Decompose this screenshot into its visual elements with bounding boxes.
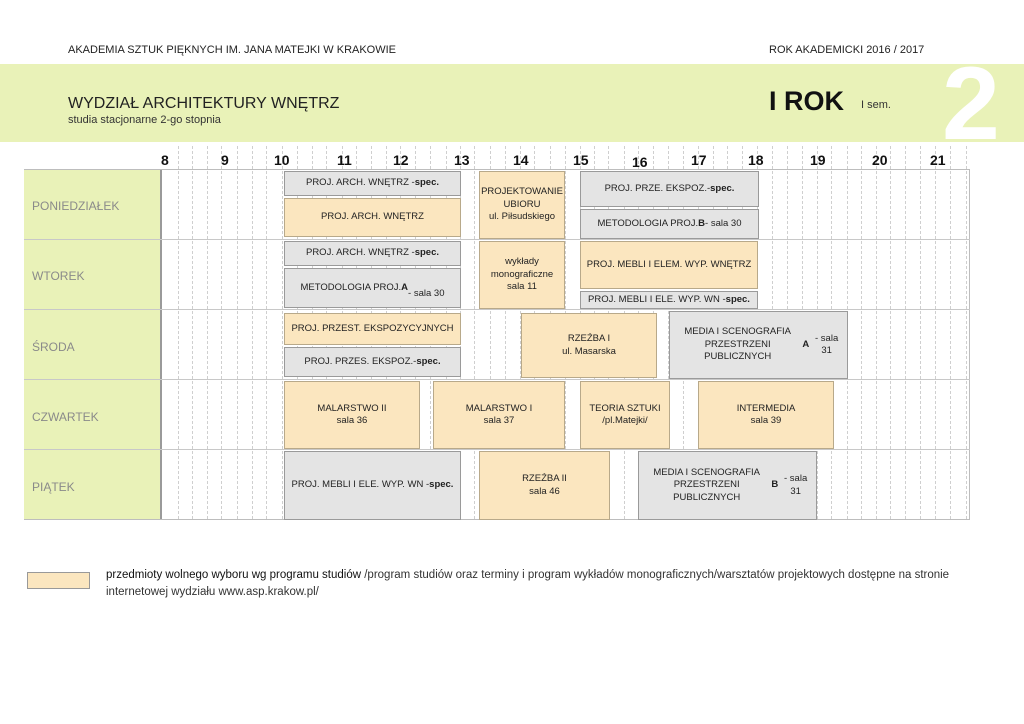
class-block: PROJ. ARCH. WNĘTRZ - spec. bbox=[284, 171, 461, 196]
hour-label: 12 bbox=[393, 152, 409, 168]
study-mode: studia stacjonarne 2-go stopnia bbox=[68, 114, 221, 126]
class-block: PROJ. PRZES. EKSPOZ.- spec. bbox=[284, 347, 461, 377]
class-block: RZEŹBA II sala 46 bbox=[479, 451, 610, 520]
hour-label: 13 bbox=[454, 152, 470, 168]
day-label-thursday: CZWARTEK bbox=[32, 410, 99, 424]
legend-swatch bbox=[27, 572, 90, 589]
class-block: PROJEKTOWANIE UBIORU ul. Piłsudskiego bbox=[479, 171, 565, 239]
big-year-number: 2 bbox=[942, 46, 1000, 162]
day-label-friday: PIĄTEK bbox=[32, 480, 75, 494]
day-label-monday: PONIEDZIAŁEK bbox=[32, 199, 120, 213]
class-block: PROJ. MEBLI I ELEM. WYP. WNĘTRZ bbox=[580, 241, 758, 289]
class-block: PROJ. ARCH. WNĘTRZ bbox=[284, 198, 461, 237]
class-block: MEDIA I SCENOGRAFIA PRZESTRZENI PUBLICZNYCH A - sala 31 bbox=[669, 311, 848, 379]
class-block: MALARSTWO II sala 36 bbox=[284, 381, 420, 449]
class-block: wykłady monograficzne sala 11 bbox=[479, 241, 565, 309]
hour-label: 10 bbox=[274, 152, 290, 168]
legend-text bbox=[106, 567, 1006, 600]
class-block: PROJ. ARCH. WNĘTRZ - spec. bbox=[284, 241, 461, 266]
class-block: METODOLOGIA PROJ. B - sala 30 bbox=[580, 209, 759, 239]
class-block: TEORIA SZTUKI /pl.Matejki/ bbox=[580, 381, 670, 449]
semester-label: I sem. bbox=[861, 99, 891, 111]
row-divider bbox=[24, 379, 970, 380]
institution-name: AKADEMIA SZTUK PIĘKNYCH IM. JANA MATEJKI W KRAKOWIE bbox=[68, 44, 397, 56]
hour-label: 14 bbox=[513, 152, 529, 168]
class-block: PROJ. MEBLI I ELE. WYP. WN - spec. bbox=[284, 451, 461, 520]
hour-label: 15 bbox=[573, 152, 589, 168]
day-label-wednesday: ŚRODA bbox=[32, 340, 75, 354]
hour-label: 18 bbox=[748, 152, 764, 168]
hour-label: 17 bbox=[691, 152, 707, 168]
year-label: I ROK bbox=[769, 86, 845, 116]
legend-label: przedmioty wolnego wyboru wg programu studiów bbox=[106, 569, 362, 581]
class-block: INTERMEDIA sala 39 bbox=[698, 381, 834, 449]
hour-label: 9 bbox=[221, 152, 229, 168]
row-divider bbox=[24, 239, 970, 240]
row-divider bbox=[24, 449, 970, 450]
class-block: RZEŹBA I ul. Masarska bbox=[521, 313, 657, 378]
hour-label: 11 bbox=[337, 152, 352, 168]
hour-label: 16 bbox=[632, 154, 648, 170]
row-divider bbox=[24, 309, 970, 310]
hour-label: 8 bbox=[161, 152, 169, 168]
hour-label: 20 bbox=[872, 152, 888, 168]
hour-label: 21 bbox=[930, 152, 946, 168]
department-title: WYDZIAŁ ARCHITEKTURY WNĘTRZ bbox=[68, 95, 340, 112]
class-block: PROJ. PRZEST. EKSPOZYCYJNYCH bbox=[284, 313, 461, 345]
day-label-tuesday: WTOREK bbox=[32, 269, 85, 283]
class-block: PROJ. MEBLI I ELE. WYP. WN - spec. bbox=[580, 291, 758, 309]
hour-label: 19 bbox=[810, 152, 826, 168]
class-block: MEDIA I SCENOGRAFIA PRZESTRZENI PUBLICZNYCH B - sala 31 bbox=[638, 451, 817, 520]
legend-description: /program studiów oraz terminy i program wykładów monograficznych/warsztatów projektowych dostępne na stronie internetowej wydziału www.asp.krakow.pl/ bbox=[106, 569, 950, 598]
class-block: METODOLOGIA PROJ. A - sala 30 bbox=[284, 268, 461, 308]
academic-year: ROK AKADEMICKI 2016 / 2017 bbox=[769, 44, 925, 56]
class-block: MALARSTWO I sala 37 bbox=[433, 381, 565, 449]
class-block: PROJ. PRZE. EKSPOZ.- spec. bbox=[580, 171, 759, 207]
